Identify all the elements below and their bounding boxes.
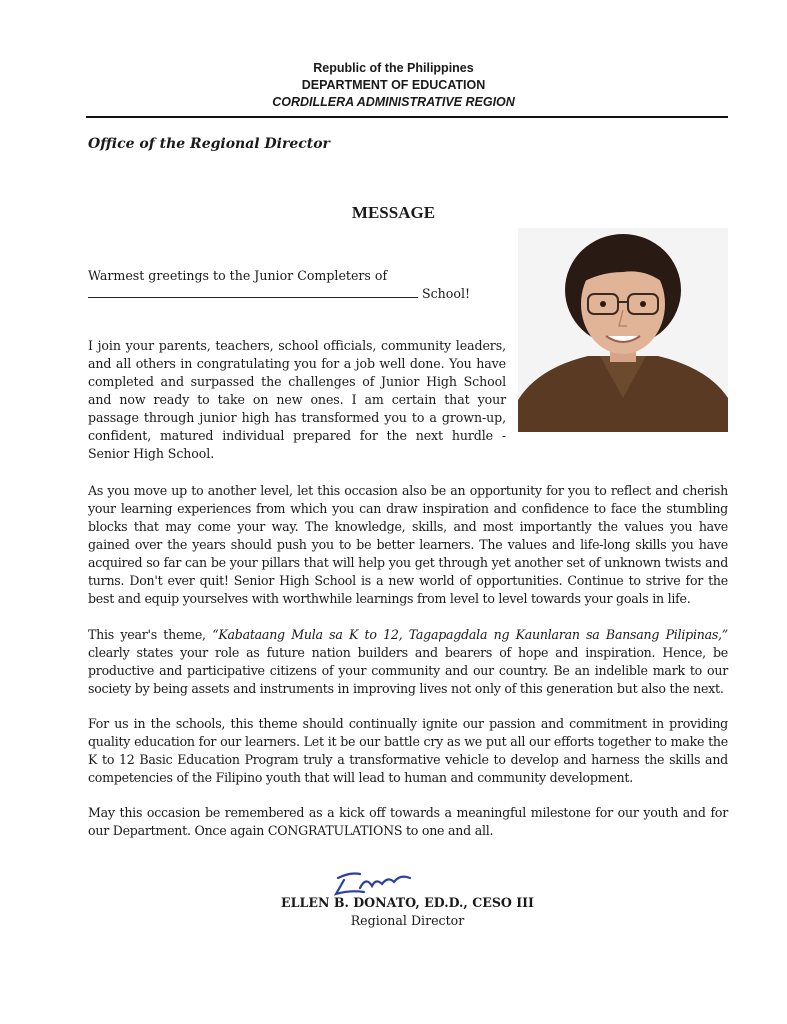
greeting-suffix: School! bbox=[422, 286, 471, 301]
signer-name: ELLEN B. DONATO, ED.D., CESO III bbox=[281, 895, 534, 910]
header-divider bbox=[86, 116, 728, 118]
letterhead-region: CORDILLERA ADMINISTRATIVE REGION bbox=[272, 95, 515, 109]
signer-block bbox=[0, 894, 787, 930]
paragraph-3-rest: clearly states your role as future nation builders and bearers of hope and inspiration. Hence, be productive and participative citizens of your community and our country. Be an indelible mark to our society by being assets and instruments in improving lives not only of this generation but also the next. bbox=[88, 645, 728, 696]
letterhead-country: Republic of the Philippines bbox=[313, 61, 474, 75]
paragraph-4: For us in the schools, this theme should continually ignite our passion and commitment in providing quality education for our learners. Let it be our battle cry as we put all our efforts together to make the K to 12 Basic Education Program truly a transformative vehicle to develop and harness the skills and competencies of the Filipino youth that will lead to human and community development. bbox=[88, 716, 728, 785]
portrait-image bbox=[518, 228, 728, 432]
school-name-blank bbox=[88, 285, 418, 298]
paragraph-2: As you move up to another level, let this occasion also be an opportunity for you to reflect and cherish your learning experiences from which you can draw inspiration and confidence to face the stumbling blocks that may come your way. The knowledge, skills, and most importantly the values you have gained over the years should push you to be better learners. The values and life-long skills you have acquired so far can be your pillars that will help you get through yet another set of unknown twists and turns. Don't ever quit! Senior High School is a new world of opportunities. Continue to strive for the best and equip yourselves with worthwhile learnings from level to level towards your goals in life. bbox=[88, 483, 728, 606]
paragraph-3-intro: This year's theme, bbox=[88, 627, 213, 642]
letterhead bbox=[0, 60, 787, 111]
theme-quote: “Kabataang Mula sa K to 12, Tagapagdala ng Kaunlaran sa Bansang Pilipinas,” bbox=[212, 627, 728, 642]
signer-title: Regional Director bbox=[350, 913, 465, 928]
letterhead-department: DEPARTMENT OF EDUCATION bbox=[301, 78, 486, 92]
greeting bbox=[88, 267, 488, 303]
greeting-line: Warmest greetings to the Junior Completers of bbox=[88, 268, 388, 283]
page-title: MESSAGE bbox=[351, 203, 436, 222]
paragraph-3 bbox=[88, 626, 728, 698]
office-name: Office of the Regional Director bbox=[88, 136, 330, 152]
director-photo bbox=[518, 228, 728, 432]
paragraph-5: May this occasion be remembered as a kick off towards a meaningful milestone for our youth and for our Department. Once again CONGRATULATIONS to one and all. bbox=[88, 805, 728, 838]
paragraph-1: I join your parents, teachers, school officials, community leaders, and all others in congratulating you for a job well done. You have completed and surpassed the challenges of Junior High School and now ready to take on new ones. I am certain that your passage through junior high has transformed you to a grown-up, confident, matured individual prepared for the next hurdle - Senior High School. bbox=[88, 338, 506, 461]
school-name-line bbox=[88, 285, 488, 303]
